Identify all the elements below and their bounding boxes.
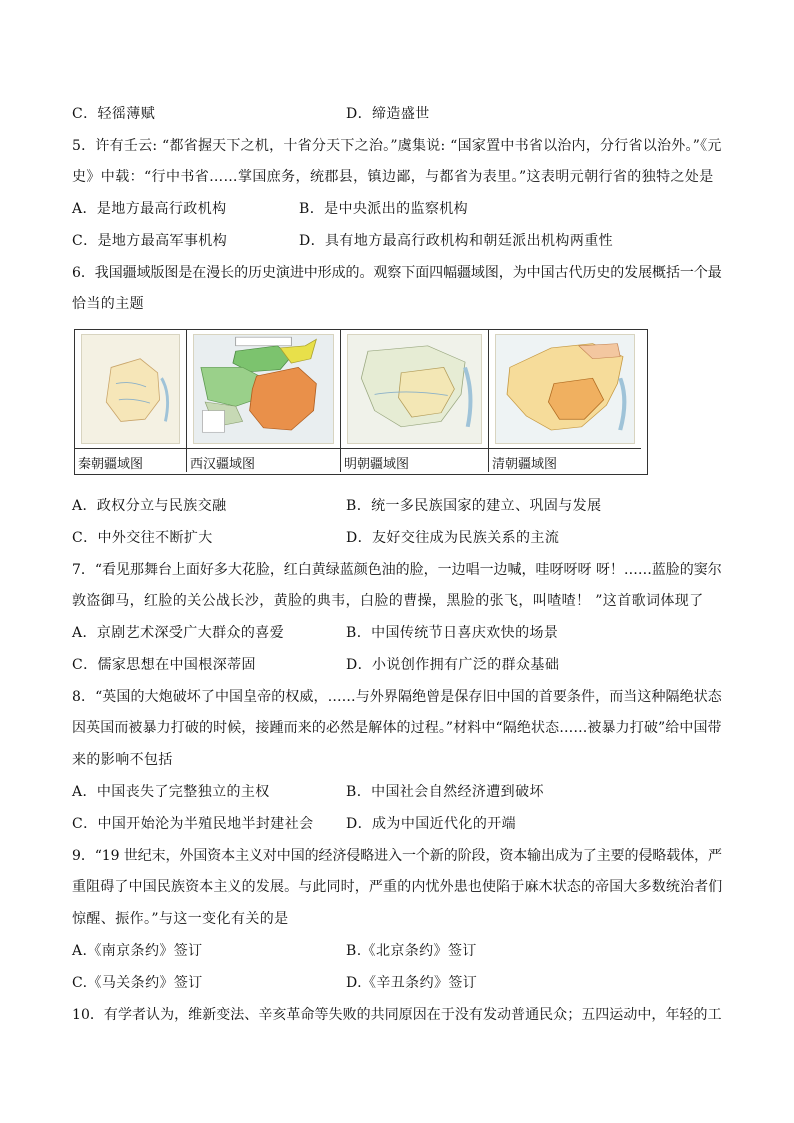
q5-option-b: B．是中央派出的监察机构 <box>299 201 469 217</box>
qin-map-cell <box>75 330 187 448</box>
q6-option-b: B．统一多民族国家的建立、巩固与发展 <box>346 498 602 514</box>
territory-maps-table <box>74 329 648 475</box>
q6-stem-line2: 恰当的主题 <box>72 296 144 312</box>
q7-stem-line1: 7．“看见那舞台上面好多大花脸，红白黄绿蓝颜色油的脸，一边唱一边喊，哇呀呀呀 呀！……蓝脸的窦尔 <box>72 562 722 578</box>
q4-option-d: D．缔造盛世 <box>346 106 430 122</box>
han-map-icon <box>193 334 334 444</box>
q9-stem-line2: 重阻碍了中国民族资本主义的发展。与此同时，严重的内忧外患也使陷于麻木状态的帝国大多数统治者们 <box>72 879 723 895</box>
q9-option-d: D.《辛丑条约》签订 <box>346 975 478 991</box>
qing-map-cell <box>489 330 641 448</box>
q8-stem-line1: 8．“英国的大炮破坏了中国皇帝的权威，……与外界隔绝曾是保存旧中国的首要条件，而当这种隔绝状态 <box>72 689 722 705</box>
q7-option-a: A．京剧艺术深受广大群众的喜爱 <box>72 625 285 641</box>
q9-option-b: B.《北京条约》签订 <box>346 943 477 959</box>
q5-stem-line2: 史》中载：“行中书省……掌国庶务，统郡县，镇边鄙，与都省为表里。”这表明元朝行省的独特之处是 <box>72 169 714 185</box>
han-map-caption: 西汉疆域图 <box>187 448 341 472</box>
qing-map-icon <box>495 334 635 444</box>
q5-option-d: D．具有地方最高行政机构和朝廷派出机构两重性 <box>299 233 614 249</box>
q6-option-c: C．中外交往不断扩大 <box>72 530 213 546</box>
q9-option-a: A.《南京条约》签订 <box>72 943 203 959</box>
q6-stem-line1: 6．我国疆域版图是在漫长的历史演进中形成的。观察下面四幅疆域图，为中国古代历史的发展概括一个最 <box>72 265 722 281</box>
q10-stem-line1: 10．有学者认为，维新变法、辛亥革命等失败的共同原因在于没有发动普通民众；五四运动中，年轻的工 <box>72 1007 722 1023</box>
q6-option-a: A．政权分立与民族交融 <box>72 498 227 514</box>
q8-option-c: C．中国开始沦为半殖民地半封建社会 <box>72 816 314 832</box>
q5-stem-line1: 5．许有壬云: “都省握天下之机，十省分天下之治。”虞集说: “国家置中书省以治内，分行省以治外。”《元 <box>72 138 722 154</box>
q8-option-d: D．成为中国近代化的开端 <box>346 816 517 832</box>
q8-stem-line3: 来的影响不包括 <box>72 752 173 768</box>
q4-option-c: C．轻徭薄赋 <box>72 106 156 122</box>
q9-stem-line1: 9．“19 世纪末，外国资本主义对中国的经济侵略进入一个新的阶段，资本输出成为了主要的侵略载体，严 <box>72 848 722 864</box>
q5-option-c: C．是地方最高军事机构 <box>72 233 228 249</box>
qing-map-caption: 清朝疆域图 <box>489 448 641 472</box>
q9-option-c: C.《马关条约》签订 <box>72 975 203 991</box>
ming-map-caption: 明朝疆域图 <box>341 448 489 472</box>
q7-option-d: D．小说创作拥有广泛的群众基础 <box>346 657 560 673</box>
han-map-cell <box>187 330 341 448</box>
qin-map-caption: 秦朝疆域图 <box>75 448 187 472</box>
q5-option-a: A．是地方最高行政机构 <box>72 201 227 217</box>
q7-option-b: B．中国传统节日喜庆欢快的场景 <box>346 625 559 641</box>
q8-option-b: B．中国社会自然经济遭到破坏 <box>346 784 544 800</box>
ming-map-cell <box>341 330 489 448</box>
q8-stem-line2: 因英国而被暴力打破的时候，接踵而来的必然是解体的过程。”材料中“隔绝状态……被暴力打破”给中国带 <box>72 720 722 736</box>
q7-option-c: C．儒家思想在中国根深蒂固 <box>72 657 256 673</box>
q7-stem-line2: 敦盗御马，红脸的关公战长沙，黄脸的典韦，白脸的曹操，黑脸的张飞，叫喳喳！ ”这首歌词体现了 <box>72 593 704 609</box>
q8-option-a: A．中国丧失了完整独立的主权 <box>72 784 270 800</box>
ming-map-icon <box>347 334 482 444</box>
q9-stem-line3: 惊醒、振作。”与这一变化有关的是 <box>72 911 289 927</box>
qin-map-icon <box>81 334 180 444</box>
q6-option-d: D．友好交往成为民族关系的主流 <box>346 530 560 546</box>
